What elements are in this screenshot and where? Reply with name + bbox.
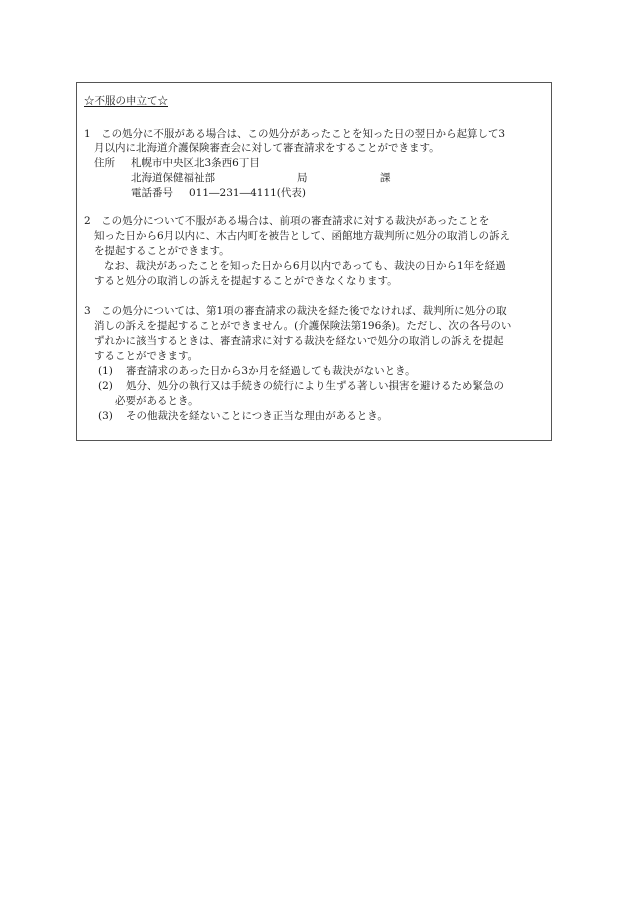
phone-label: 電話番号 bbox=[131, 187, 173, 199]
section-2-line-5: すると処分の取消しの訴えを提起することができなくなります。 bbox=[94, 275, 398, 287]
item-3-number: (3) bbox=[98, 410, 113, 422]
section-label: 課 bbox=[380, 172, 391, 184]
section-3-line-3: ずれかに該当するときは、審査請求に対する裁決を経ないで処分の取消しの訴えを提起 bbox=[94, 335, 504, 347]
section-2-line-1: 2 この処分について不服がある場合は、前項の審査請求に対する裁決があったことを bbox=[84, 215, 490, 227]
item-2-text: 処分、処分の執行又は手続きの続行により生ずる著しい損害を避けるため緊急の bbox=[126, 380, 504, 392]
phone-value: 011―231―4111(代表) bbox=[189, 187, 306, 199]
item-2-number: (2) bbox=[98, 380, 113, 392]
section-3-line-2: 消しの訴えを提起することができません。(介護保険法第196条)。ただし、次の各号のい bbox=[94, 320, 512, 332]
address-label: 住所 bbox=[94, 157, 115, 169]
notice-title: ☆不服の申立て☆ bbox=[84, 95, 168, 107]
item-2-continuation: 必要があるとき。 bbox=[115, 395, 199, 407]
section-3-line-1: 3 この処分については、第1項の審査請求の裁決を経た後でなければ、裁判所に処分の取 bbox=[84, 305, 507, 317]
section-1-line-1-text: 1 この処分に不服がある場合は、この処分があったことを知った日の翌日から起算して3 bbox=[84, 128, 506, 140]
department-name: 北海道保健福祉部 bbox=[131, 172, 215, 184]
section-2-line-3: を提起することができます。 bbox=[94, 245, 230, 257]
section-3-line-4: することができます。 bbox=[94, 350, 199, 362]
section-1-line-2: 月以内に北海道介護保険審査会に対して審査請求をすることができます。 bbox=[94, 142, 440, 154]
item-1-number: (1) bbox=[98, 365, 113, 377]
section-2-line-2: 知った日から6月以内に、木古内町を被告として、函館地方裁判所に処分の取消しの訴え bbox=[94, 230, 510, 242]
item-1-text: 審査請求のあった日から3か月を経過しても裁決がないとき。 bbox=[126, 365, 416, 377]
section-2-line-4: なお、裁決があったことを知った日から6月以内であっても、裁決の日から1年を経過 bbox=[104, 260, 506, 272]
address-value: 札幌市中央区北3条西6丁目 bbox=[131, 157, 260, 169]
bureau-label: 局 bbox=[297, 172, 308, 184]
notice-box bbox=[76, 82, 552, 441]
item-3-text: その他裁決を経ないことにつき正当な理由があるとき。 bbox=[126, 410, 388, 422]
section-1-line-1 bbox=[84, 127, 547, 141]
